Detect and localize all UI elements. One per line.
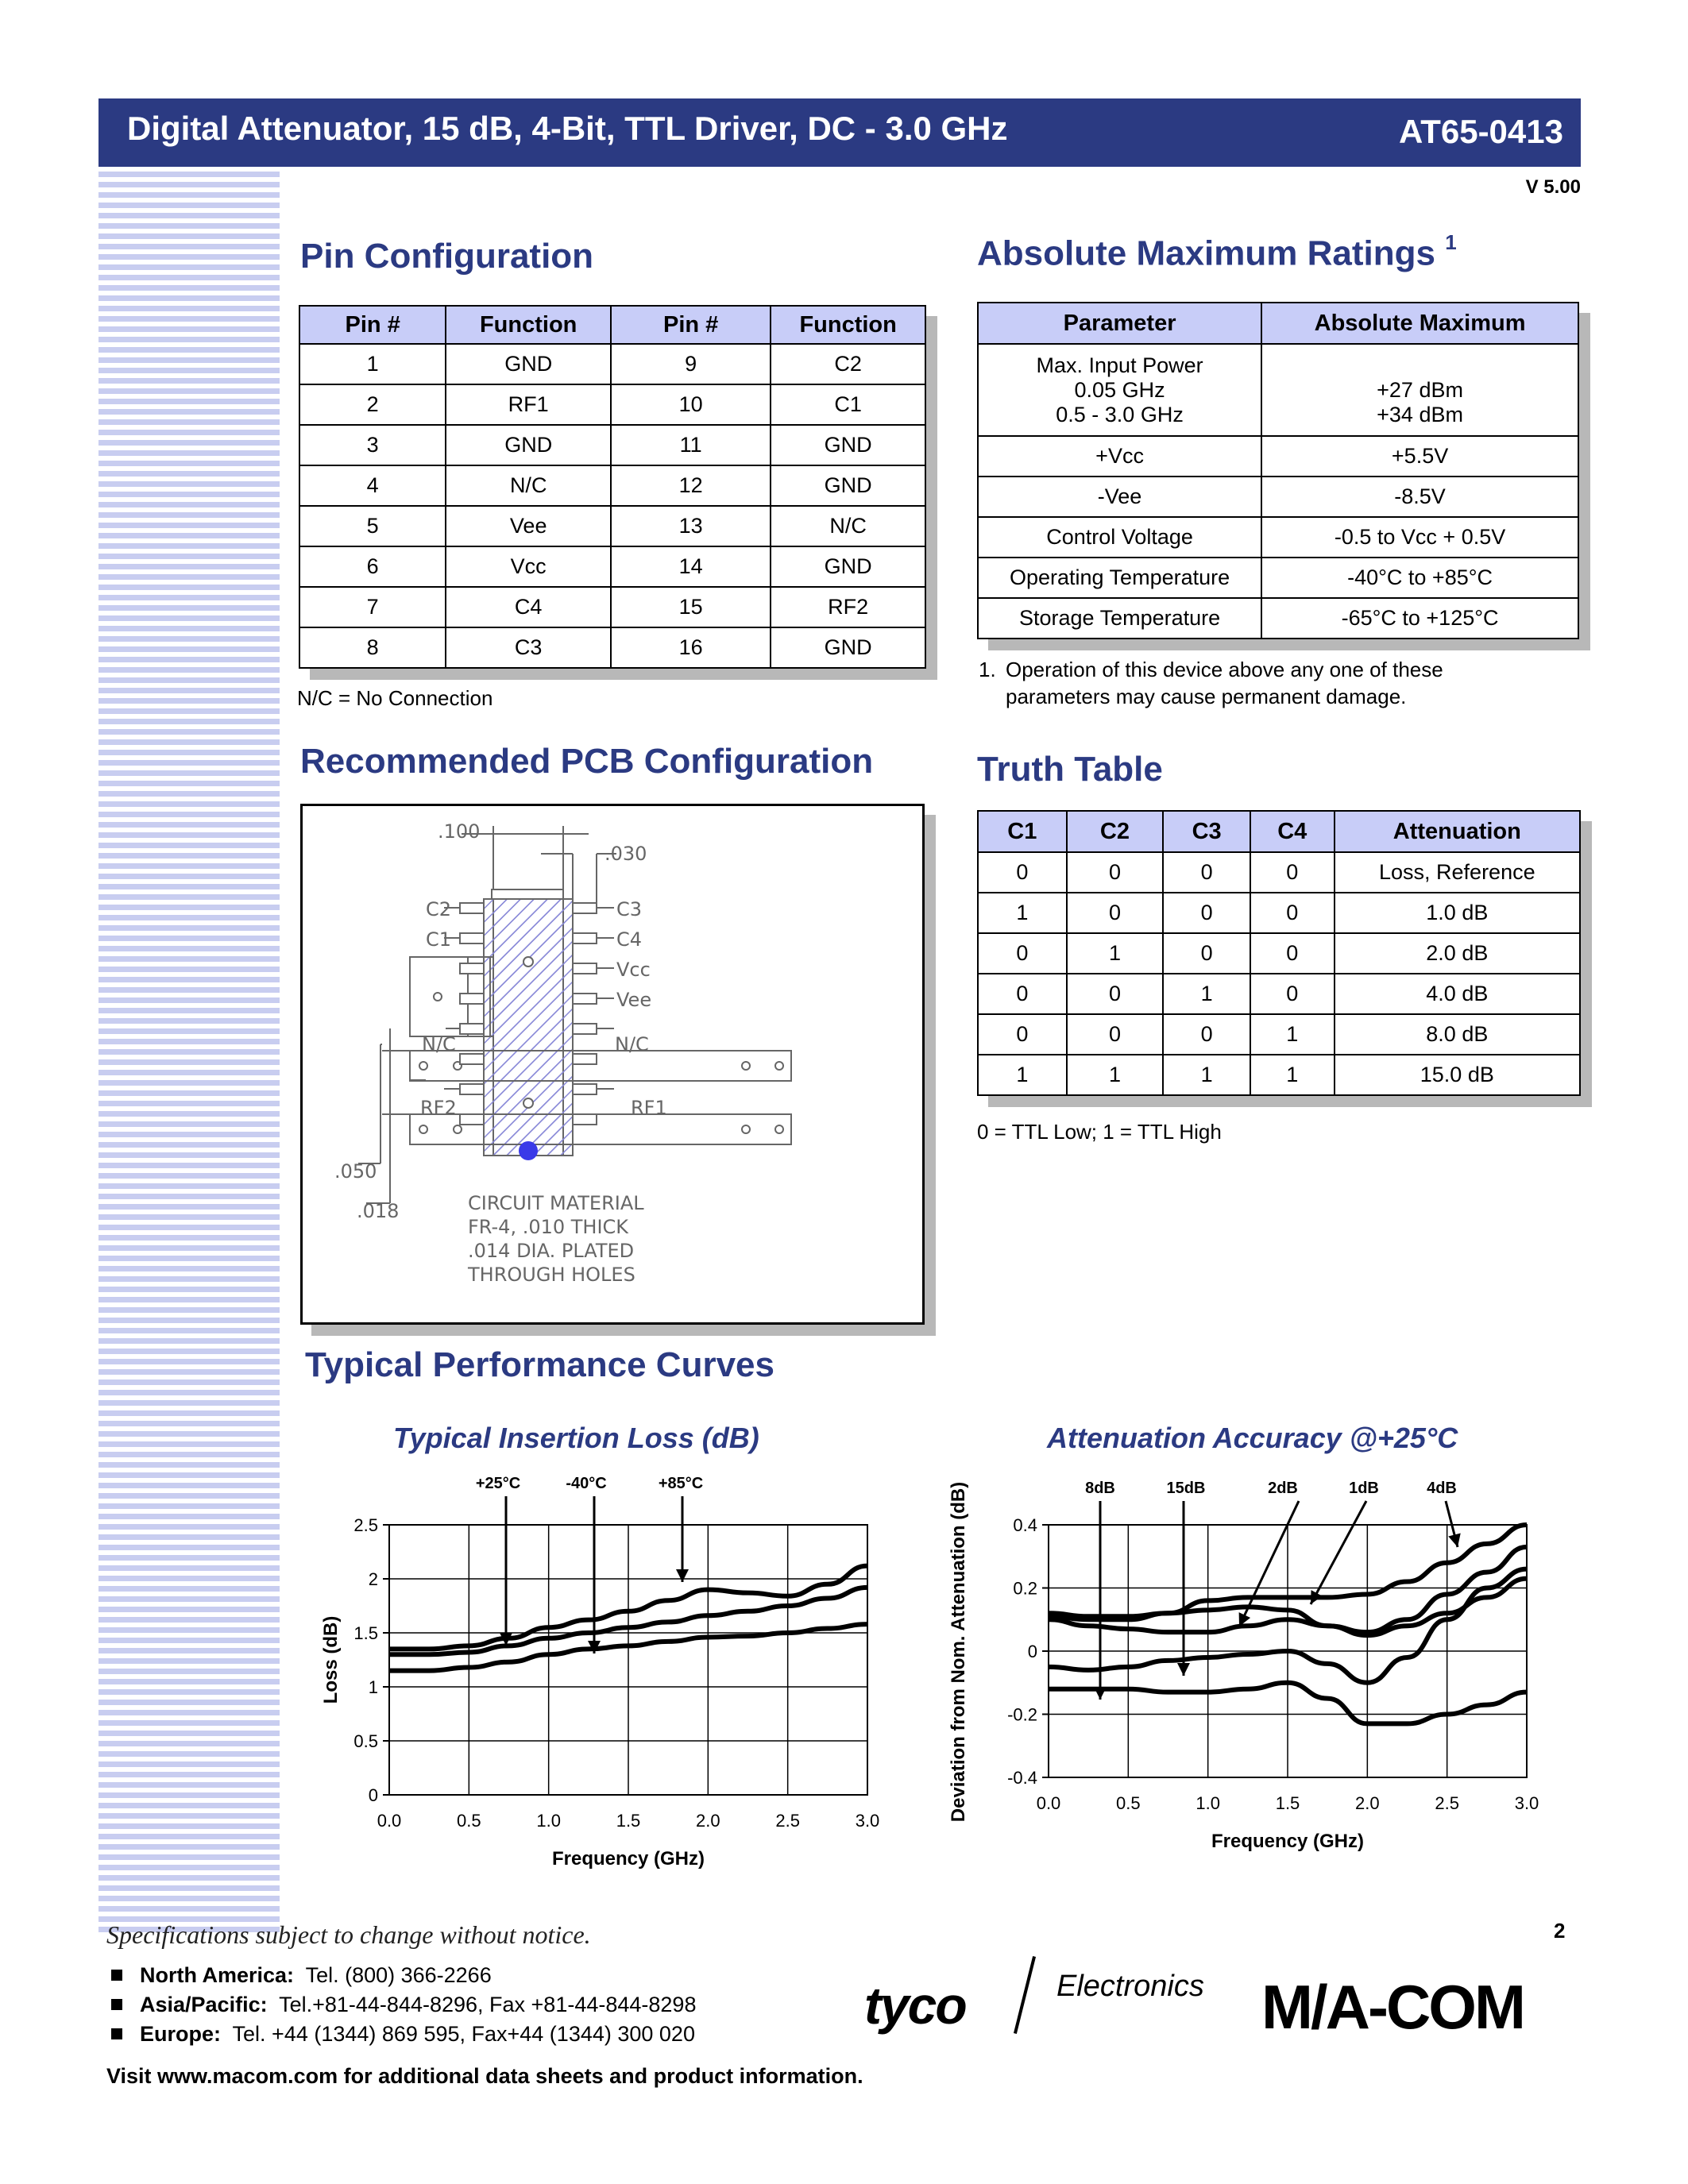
contact-text: Tel.+81-44-844-8296, Fax +81-44-844-8298	[279, 1993, 697, 2016]
x-tick-label: 3.0	[1514, 1793, 1539, 1813]
abs-table-row	[978, 344, 1578, 436]
truth-table	[977, 810, 1581, 1096]
pin-table-row	[299, 506, 925, 546]
truth-table-cell: 4.0 dB	[1335, 974, 1580, 1014]
truth-table-row	[978, 1055, 1580, 1095]
truth-table-cell: 0	[978, 974, 1067, 1014]
part-number: AT65-0413	[1398, 113, 1563, 150]
y-axis-label: Deviation from Nom. Attenuation (dB)	[948, 1481, 969, 1823]
curves-title: Typical Performance Curves	[305, 1345, 774, 1384]
abs-table-cell: -0.5 to Vcc + 0.5V	[1261, 517, 1578, 558]
pcb-diagram	[300, 804, 925, 1325]
contact-asia-pacific	[111, 1993, 696, 2017]
pin-table-cell: RF1	[446, 384, 611, 425]
x-axis-label: Frequency (GHz)	[551, 1848, 705, 1870]
truth-table-row	[978, 974, 1580, 1014]
y-tick-label: 1	[368, 1677, 378, 1697]
pcb-dim-050: .050	[334, 1160, 377, 1183]
annotation-label: 8dB	[1085, 1480, 1115, 1497]
pin-table-row	[299, 627, 925, 668]
truth-table-cell: 0	[1250, 893, 1335, 933]
abs-table-cell: Max. Input Power 0.05 GHz 0.5 - 3.0 GHz	[978, 344, 1261, 436]
truth-table-cell: 0	[1250, 933, 1335, 974]
contact-north-america	[111, 1963, 492, 1988]
x-tick-label: 3.0	[855, 1811, 880, 1831]
pin-table-cell: Vcc	[446, 546, 611, 587]
pin-table-cell: GND	[771, 546, 925, 587]
abs-table-row	[978, 517, 1578, 558]
abs-table-cell: Storage Temperature	[978, 598, 1261, 639]
pin-table-row	[299, 344, 925, 384]
pcb-drawing	[303, 806, 922, 1322]
pcb-label-rf2: RF2	[420, 1097, 457, 1119]
pin-table-cell: 10	[611, 384, 771, 425]
abs-max-footnote-num: 1.	[979, 658, 996, 681]
pcb-dim-100: .100	[438, 820, 481, 843]
truth-table-cell: 0	[1250, 852, 1335, 893]
truth-table-cell: 1	[978, 893, 1067, 933]
truth-table-cell: 0	[1067, 974, 1164, 1014]
x-tick-label: 2.0	[696, 1811, 720, 1831]
abs-table-cell: +Vcc	[978, 436, 1261, 477]
truth-table-cell: 0	[978, 933, 1067, 974]
pcb-label-c1: C1	[426, 928, 452, 951]
abs-max-title-footnote: 1	[1445, 230, 1457, 254]
x-tick-label: 1.0	[1196, 1793, 1220, 1813]
truth-table-cell: 0	[978, 852, 1067, 893]
truth-table-cell: 1	[1163, 974, 1250, 1014]
abs-table-cell: Operating Temperature	[978, 558, 1261, 598]
x-tick-label: 0.0	[1036, 1793, 1061, 1813]
truth-table-header-cell: C3	[1163, 811, 1250, 852]
pin-table-header-cell: Function	[446, 306, 611, 344]
pin-table-cell: GND	[446, 344, 611, 384]
truth-table-cell: 0	[1067, 893, 1164, 933]
abs-table-row	[978, 436, 1578, 477]
contact-europe	[111, 2022, 695, 2047]
annotation-arrow	[1311, 1501, 1366, 1604]
contact-text: Tel. +44 (1344) 869 595, Fax+44 (1344) 300 020	[232, 2022, 695, 2046]
pin-table-cell: GND	[771, 425, 925, 465]
pcb-title: Recommended PCB Configuration	[300, 742, 874, 781]
truth-table-cell: 1	[978, 1055, 1067, 1095]
annotation-arrowhead	[1177, 1663, 1190, 1676]
y-tick-label: 0	[1027, 1642, 1037, 1661]
pin-table-header-cell: Function	[771, 306, 925, 344]
truth-table-row	[978, 852, 1580, 893]
pcb-label-vcc: Vcc	[616, 959, 651, 981]
x-tick-label: 1.5	[1275, 1793, 1300, 1813]
pin-table-cell: 16	[611, 627, 771, 668]
macom-logo: M/A-COM	[1261, 1972, 1524, 2042]
footer-spec-note: Specifications subject to change without notice.	[106, 1920, 591, 1949]
abs-max-footnote	[979, 656, 1443, 708]
insertion-loss-chart	[310, 1461, 898, 1882]
truth-table-row	[978, 933, 1580, 974]
bullet-icon	[111, 1970, 122, 1981]
contact-label: Asia/Pacific:	[140, 1993, 268, 2016]
truth-table-cell: 1.0 dB	[1335, 893, 1580, 933]
truth-table-row	[978, 893, 1580, 933]
truth-table-cell: 15.0 dB	[1335, 1055, 1580, 1095]
pin-table-cell: 1	[299, 344, 446, 384]
pin-table-cell: 6	[299, 546, 446, 587]
annotation-label: 1dB	[1349, 1480, 1379, 1497]
tyco-logo: tyco	[864, 1976, 966, 2035]
header-bar	[98, 98, 1581, 167]
abs-table-header-cell: Parameter	[978, 303, 1261, 344]
bullet-icon	[111, 1999, 122, 2010]
chart1-title: Typical Insertion Loss (dB)	[393, 1422, 759, 1454]
pin-table-cell: 13	[611, 506, 771, 546]
truth-table-cell: 0	[1163, 1014, 1250, 1055]
pin-table-row	[299, 384, 925, 425]
annotation-label: 15dB	[1166, 1480, 1206, 1497]
pin-config-note: N/C = No Connection	[297, 686, 493, 710]
x-tick-label: 0.5	[1116, 1793, 1141, 1813]
y-tick-label: 0	[368, 1785, 378, 1805]
abs-table-cell: -Vee	[978, 477, 1261, 517]
version-label: V 5.00	[1525, 176, 1581, 198]
pin-table-cell: 15	[611, 587, 771, 627]
y-tick-label: 0.5	[353, 1731, 378, 1751]
pcb-dim-030: .030	[605, 843, 647, 865]
pin-table-cell: N/C	[771, 506, 925, 546]
y-tick-label: 1.5	[353, 1623, 378, 1643]
annotation-arrowhead	[1094, 1687, 1107, 1700]
y-tick-label: -0.4	[1007, 1768, 1037, 1788]
pcb-material-4: THROUGH HOLES	[468, 1264, 635, 1286]
contact-label: Europe:	[140, 2022, 222, 2046]
pcb-material-2: FR-4, .010 THICK	[468, 1216, 629, 1238]
abs-table-cell: -40°C to +85°C	[1261, 558, 1578, 598]
truth-table-cell: 1	[1067, 1055, 1164, 1095]
pcb-label-nc-left: N/C	[422, 1033, 456, 1055]
abs-max-table	[977, 302, 1579, 639]
pin-config-title: Pin Configuration	[300, 237, 594, 276]
pcb-label-nc-right: N/C	[615, 1033, 649, 1055]
truth-table-cell: 1	[1250, 1014, 1335, 1055]
pin-table-cell: C2	[771, 344, 925, 384]
truth-table-cell: 1	[1250, 1055, 1335, 1095]
truth-table-title: Truth Table	[977, 750, 1163, 789]
truth-table-header-cell: C2	[1067, 811, 1164, 852]
pin-table-cell: 11	[611, 425, 771, 465]
abs-table-row	[978, 558, 1578, 598]
y-tick-label: -0.2	[1007, 1704, 1037, 1725]
pin-table-row	[299, 465, 925, 506]
x-tick-label: 0.0	[377, 1811, 402, 1831]
truth-table-note: 0 = TTL Low; 1 = TTL High	[977, 1120, 1222, 1144]
abs-table-cell: -65°C to +125°C	[1261, 598, 1578, 639]
pin-table-cell: 7	[299, 587, 446, 627]
truth-table-header-cell: Attenuation	[1335, 811, 1580, 852]
truth-table-cell: 2.0 dB	[1335, 933, 1580, 974]
x-tick-label: 2.0	[1355, 1793, 1380, 1813]
pcb-center-pad	[484, 899, 573, 1156]
pin-table-cell: C3	[446, 627, 611, 668]
pcb-material-3: .014 DIA. PLATED	[468, 1240, 635, 1262]
pin-table-cell: 12	[611, 465, 771, 506]
x-tick-label: 1.0	[536, 1811, 561, 1831]
pin-table-cell: 14	[611, 546, 771, 587]
pin-table-cell: GND	[771, 465, 925, 506]
pin-table-cell: 4	[299, 465, 446, 506]
pcb-dim-018: .018	[357, 1200, 400, 1222]
pcb-label-vee: Vee	[616, 989, 652, 1011]
truth-table-cell: 0	[978, 1014, 1067, 1055]
abs-table-row	[978, 598, 1578, 639]
pin-table-cell: GND	[446, 425, 611, 465]
abs-table-cell: +5.5V	[1261, 436, 1578, 477]
pcb-label-c4: C4	[616, 928, 643, 951]
pin-table-cell: GND	[771, 627, 925, 668]
bullet-icon	[111, 2028, 122, 2039]
pcb-label-c2: C2	[426, 898, 452, 920]
pin-table-header-cell: Pin #	[611, 306, 771, 344]
page-number: 2	[1554, 1919, 1566, 1943]
side-stripes	[98, 172, 280, 1933]
pin-table-cell: N/C	[446, 465, 611, 506]
abs-table-header-cell: Absolute Maximum	[1261, 303, 1578, 344]
contact-text: Tel. (800) 366-2266	[305, 1963, 492, 1987]
pcb-top-tab	[492, 889, 563, 899]
truth-table-cell: 0	[1250, 974, 1335, 1014]
document-title: Digital Attenuator, 15 dB, 4-Bit, TTL Driver, DC - 3.0 GHz	[127, 110, 1008, 147]
truth-table-cell: 0	[1163, 933, 1250, 974]
pin-table-cell: C4	[446, 587, 611, 627]
pin-table-cell: 9	[611, 344, 771, 384]
annotation-label: +85°C	[658, 1475, 704, 1492]
x-tick-label: 1.5	[616, 1811, 641, 1831]
y-tick-label: 2.5	[353, 1515, 378, 1535]
truth-table-cell: 1	[1163, 1055, 1250, 1095]
y-axis-label: Loss (dB)	[320, 1615, 342, 1704]
truth-table-cell: 0	[1163, 852, 1250, 893]
x-tick-label: 0.5	[457, 1811, 481, 1831]
annotation-arrowhead	[676, 1569, 689, 1582]
annotation-label: -40°C	[566, 1475, 607, 1492]
truth-table-row	[978, 1014, 1580, 1055]
pin-table-header-cell: Pin #	[299, 306, 446, 344]
abs-table-row	[978, 477, 1578, 517]
pcb-material-1: CIRCUIT MATERIAL	[468, 1192, 644, 1214]
abs-max-title	[977, 230, 1457, 274]
pcb-label-c3: C3	[616, 898, 643, 920]
pcb-label-rf1: RF1	[631, 1097, 667, 1119]
logo-divider	[1014, 1956, 1036, 2034]
pin-table-cell: 8	[299, 627, 446, 668]
pin-table-cell: Vee	[446, 506, 611, 546]
pin-table-cell: 5	[299, 506, 446, 546]
annotation-label: +25°C	[475, 1475, 521, 1492]
pin-table-row	[299, 546, 925, 587]
pin-table-cell: C1	[771, 384, 925, 425]
pin-table-row	[299, 425, 925, 465]
annotation-label: 2dB	[1268, 1480, 1298, 1497]
abs-table-cell: +27 dBm +34 dBm	[1261, 344, 1578, 436]
x-tick-label: 2.5	[775, 1811, 800, 1831]
attenuation-accuracy-chart	[937, 1461, 1565, 1882]
y-tick-label: 2	[368, 1569, 378, 1589]
y-tick-label: 0.4	[1013, 1515, 1037, 1535]
annotation-arrowhead	[1448, 1534, 1460, 1547]
truth-table-cell: 1	[1067, 933, 1164, 974]
abs-max-footnote-text: Operation of this device above any one of these parameters may cause permanent damage.	[1006, 658, 1443, 708]
abs-table-cell: -8.5V	[1261, 477, 1578, 517]
pin-table-cell: 3	[299, 425, 446, 465]
pin-table-row	[299, 587, 925, 627]
x-tick-label: 2.5	[1435, 1793, 1459, 1813]
truth-table-cell: Loss, Reference	[1335, 852, 1580, 893]
truth-table-cell: 0	[1067, 852, 1164, 893]
y-tick-label: 0.2	[1013, 1578, 1037, 1599]
truth-table-header-cell: C1	[978, 811, 1067, 852]
electronics-logo-text: Electronics	[1056, 1970, 1204, 2003]
pin-table-cell: RF2	[771, 587, 925, 627]
chart2-title: Attenuation Accuracy @+25°C	[1047, 1422, 1458, 1454]
visit-website-note: Visit www.macom.com for additional data sheets and product information.	[106, 2064, 863, 2088]
abs-max-title-text: Absolute Maximum Ratings	[977, 233, 1435, 273]
pin-table-cell: 2	[299, 384, 446, 425]
truth-table-cell: 0	[1067, 1014, 1164, 1055]
pin1-marker	[519, 1141, 538, 1160]
pin-config-table	[299, 305, 926, 669]
truth-table-cell: 8.0 dB	[1335, 1014, 1580, 1055]
truth-table-cell: 0	[1163, 893, 1250, 933]
abs-table-cell: Control Voltage	[978, 517, 1261, 558]
truth-table-header-cell: C4	[1250, 811, 1335, 852]
annotation-label: 4dB	[1427, 1480, 1457, 1497]
contact-label: North America:	[140, 1963, 295, 1987]
x-axis-label: Frequency (GHz)	[1211, 1831, 1365, 1852]
